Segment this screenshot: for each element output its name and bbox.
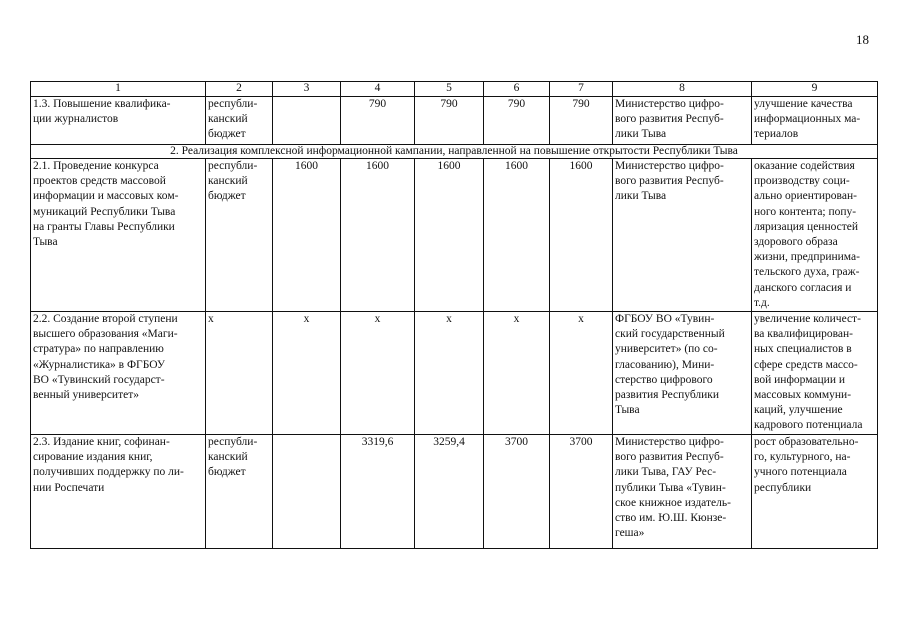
result-cell: увеличение количест- ва квалифицирован- ных специалистов в сфере средств массо- вой информации и массовых коммуни- каций, улучшение кадрового потенциала [752,312,878,435]
amount-cell [273,435,341,549]
executor-cell: Министерство цифро- вого развития Респуб- лики Тыва, ГАУ Рес- публики Тыва «Тувин- ское книжное издатель- ство им. Ю.Ш. Кюнзе- геша» [613,435,752,549]
executor-cell: ФГБОУ ВО «Тувин- ский государственный университет» (по со- гласованию), Мини- стерство цифрового развития Республики Тыва [613,312,752,435]
column-number-row [31,82,878,97]
program-table [30,81,878,549]
amount-cell: х [550,312,613,435]
result-cell: оказание содействия производству соци- ально ориентирован- ного контента; попу- ляризация ценностей здорового образа жизни, предпринима- тельского духа, граж- данского согласия и т.д. [752,159,878,312]
amount-cell: 790 [484,97,550,145]
activity-cell: 2.3. Издание книг, софинан- сирование издания книг, получивших поддержку по ли- нии Роспечати [31,435,206,549]
activity-cell: 1.3. Повышение квалифика- ции журналистов [31,97,206,145]
section-row [31,145,878,159]
table-row [31,97,878,145]
amount-cell: 790 [341,97,415,145]
column-number: 6 [484,82,550,97]
executor-cell: Министерство цифро- вого развития Респуб- лики Тыва [613,159,752,312]
column-number: 2 [206,82,273,97]
amount-cell: х [415,312,484,435]
amount-cell: 3700 [484,435,550,549]
amount-cell: 1600 [415,159,484,312]
section-title: 2. Реализация комплексной информационной кампании, направленной на повышение открытости Республики Тыва [31,145,878,159]
result-cell: рост образовательно- го, культурного, на- учного потенциала республики [752,435,878,549]
column-number: 4 [341,82,415,97]
amount-cell [273,97,341,145]
funding-source-cell: республи- канский бюджет [206,435,273,549]
amount-cell: 1600 [550,159,613,312]
amount-cell: 3319,6 [341,435,415,549]
amount-cell: 1600 [341,159,415,312]
column-number: 5 [415,82,484,97]
funding-source-cell: республи- канский бюджет [206,97,273,145]
table-row [31,435,878,549]
column-number: 9 [752,82,878,97]
funding-source-cell: республи- канский бюджет [206,159,273,312]
amount-cell: 1600 [484,159,550,312]
table-row [31,312,878,435]
amount-cell: 790 [415,97,484,145]
amount-cell: 3259,4 [415,435,484,549]
page-number: 18 [856,32,869,47]
column-number: 8 [613,82,752,97]
result-cell: улучшение качества информационных ма- териалов [752,97,878,145]
column-number: 3 [273,82,341,97]
funding-source-cell: х [206,312,273,435]
executor-cell: Министерство цифро- вого развития Респуб- лики Тыва [613,97,752,145]
amount-cell: 3700 [550,435,613,549]
amount-cell: х [341,312,415,435]
table-row [31,159,878,312]
column-number: 1 [31,82,206,97]
amount-cell: 790 [550,97,613,145]
amount-cell: х [484,312,550,435]
activity-cell: 2.2. Создание второй ступени высшего образования «Маги- стратура» по направлению «Журналистика» в ФГБОУ ВО «Тувинский государст- венный университет» [31,312,206,435]
amount-cell: х [273,312,341,435]
amount-cell: 1600 [273,159,341,312]
column-number: 7 [550,82,613,97]
activity-cell: 2.1. Проведение конкурса проектов средств массовой информации и массовых ком- муникаций Республики Тыва на гранты Главы Республики Тыва [31,159,206,312]
